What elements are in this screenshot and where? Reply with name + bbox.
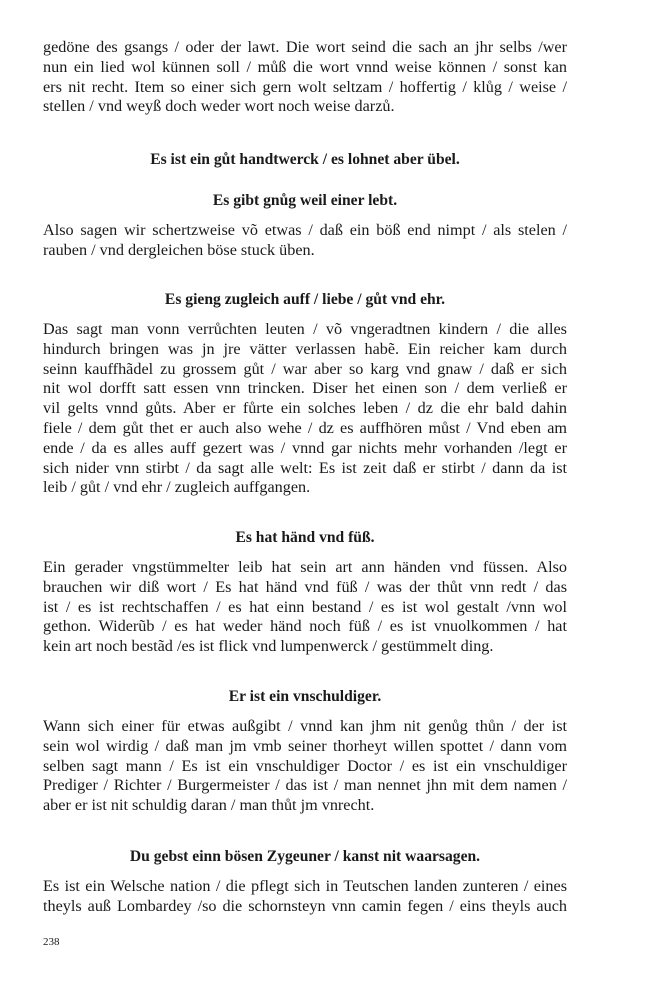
- text-line: nun ein lied wol künnen soll / můß die wort vnnd weise können / sonst kan: [43, 57, 567, 76]
- text-line: ist / es ist rechtschaffen / es hat einn bestand / es ist wol gestalt /vnn wol: [43, 597, 567, 616]
- text-line: ende / da es alles auff gezert was / vnnd gar nichts mehr vorhanden /legt er: [43, 438, 567, 457]
- heading-zygeuner: Du gebst einn bösen Zygeuner / kanst nit waarsagen.: [129, 848, 481, 865]
- paragraph-welsche-nation: [43, 877, 567, 917]
- text-line: gethon. Widerũb / es hat weder händ noch füß / es ist vnuolkommen / hat: [43, 617, 567, 636]
- text-line: seinn kauffhãdel zu grossem gůt / war aber so karg vnd gnaw / daß er sich: [43, 359, 567, 378]
- text-line: stellen / vnd weyß doch weder wort noch weise darzů.: [43, 97, 395, 116]
- text-line: Es ist ein Welsche nation / die pflegt sich in Teutschen landen zunteren / eines: [43, 877, 567, 895]
- paragraph-schertzweise: [43, 221, 567, 261]
- text-line: vil gelts vnnd gůts. Aber er fůrte ein solches leben / dz die ehr bald dahin: [43, 399, 567, 418]
- text-line: sich nider vnn stirbt / da sagt alle welt: Es ist zeit daß er stirbt / dann da ist: [43, 458, 567, 477]
- paragraph-aussgibt: [43, 717, 567, 816]
- heading-gibt-gnug: Es gibt gnůg weil einer lebt.: [212, 192, 398, 209]
- page-number: 238: [43, 936, 60, 948]
- heading-hand-vnd-fuss: Es hat händ vnd füß.: [235, 529, 375, 546]
- heading-vnschuldiger: Er ist ein vnschuldiger.: [228, 688, 382, 705]
- text-line: Das sagt man vonn verrůchten leuten / võ vngeradtnen kindern / die alles: [43, 320, 567, 338]
- text-line: Prediger / Richter / Burgermeister / das ist / man nennet jhn mit dem namen /: [43, 776, 567, 795]
- text-line: nit wol dorfft satt essen vnn trincken. Diser het einen son / dem verließ er: [43, 379, 567, 398]
- text-line: gedöne des gsangs / oder der lawt. Die wort seind die sach an jhr selbs /wer: [43, 38, 567, 56]
- heading-gieng-zugleich: Es gieng zugleich auff / liebe / gůt vnd ehr.: [164, 291, 446, 308]
- text-line: Also sagen wir schertzweise võ etwas / daß ein böß end nimpt / als stelen /: [43, 221, 567, 239]
- paragraph-verruchten-leuten: [43, 320, 567, 498]
- text-line: brauchen wir diß wort / Es hat händ vnd füß / was der thůt vnn redt / das: [43, 577, 567, 596]
- text-line: kein art noch bestãd /es ist flick vnd lumpenwerck / gestümmelt ding.: [43, 637, 494, 656]
- text-line: leib / gůt / vnd ehr / zugleich auffgangen.: [43, 478, 311, 497]
- text-line: Wann sich einer für etwas außgibt / vnnd kan jhm nit genůg thůn / der ist: [43, 717, 567, 735]
- text-line: rauben / vnd dergleichen böse stuck üben.: [43, 240, 315, 259]
- text-line: hindurch bringen was jn jre vätter verlassen habẽ. Ein reicher kam durch: [43, 339, 567, 358]
- text-line: selben sagt mann / Es ist ein vnschuldiger Doctor / es ist ein vnschuldiger: [43, 756, 567, 775]
- paragraph-lawt: [43, 38, 567, 117]
- paragraph-gerader-leib: [43, 558, 567, 657]
- text-line: aber er ist nit schuldig daran / man thůt jm vnrecht.: [43, 796, 375, 815]
- heading-gut-handtwerck: Es ist ein gůt handtwerck / es lohnet aber übel.: [150, 151, 460, 168]
- text-line: sein wol wirdig / daß man jm vmb seiner thorheyt willen spottet / dann vom: [43, 736, 567, 755]
- text-line: ers nit recht. Item so einer sich gern wolt seltzam / hoffertig / klůg / weise /: [43, 77, 567, 96]
- text-line: fiele / dem gůt thet er auch also wehe / dz es auffhören můst / Vnd eben am: [43, 418, 567, 437]
- text-line: Ein gerader vngstümmelter leib hat sein art ann händen vnd füssen. Also: [43, 558, 567, 576]
- text-line: theyls auß Lombardey /so die schornsteyn vnn camin fegen / eins theyls auch: [43, 896, 567, 915]
